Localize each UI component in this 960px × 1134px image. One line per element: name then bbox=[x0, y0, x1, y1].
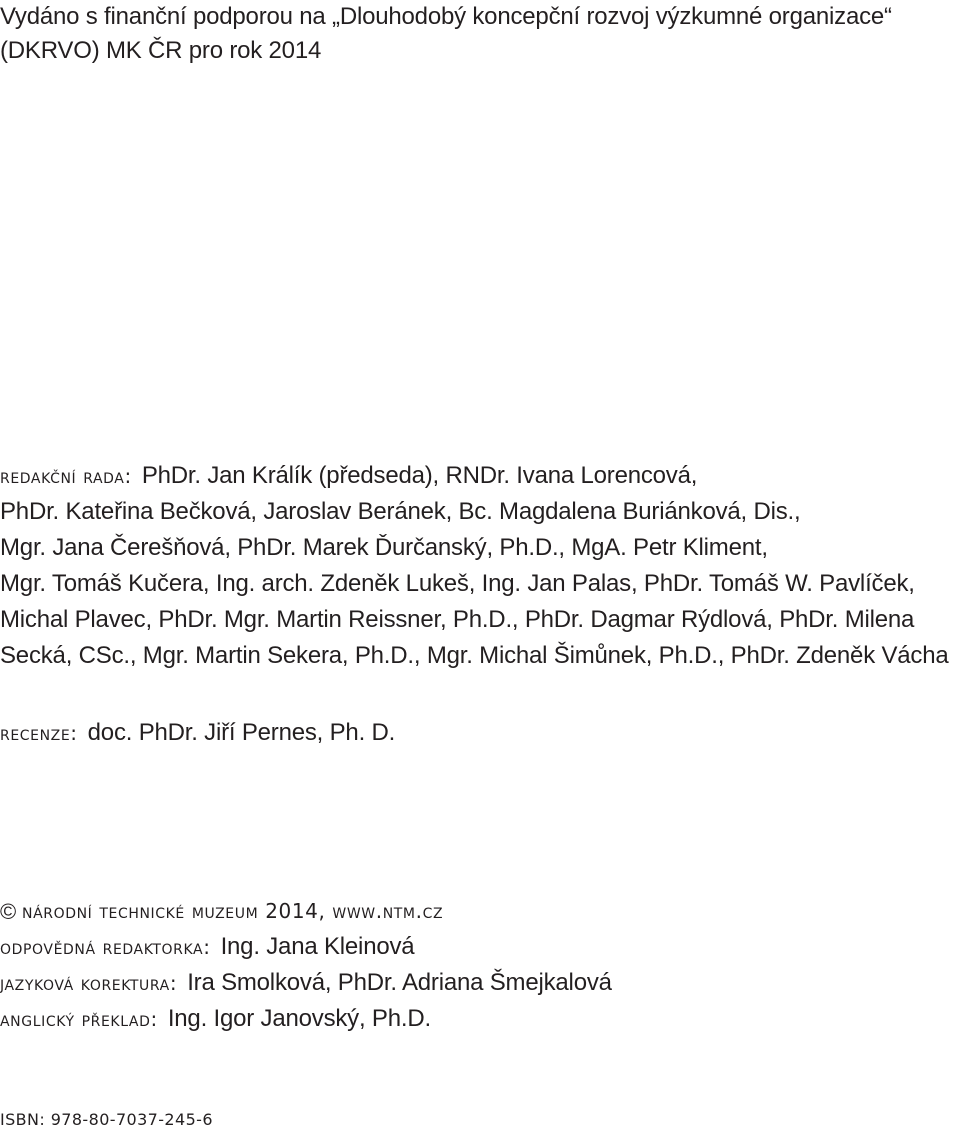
proofreading-row bbox=[0, 965, 960, 1001]
editor-label: odpovědná redaktorka: bbox=[0, 935, 211, 959]
proofreading-value: Ira Smolková, PhDr. Adriana Šmejkalová bbox=[187, 969, 612, 996]
editorial-board-members: PhDr. Jan Králík (předseda), RNDr. Ivana Lorencová, bbox=[141, 462, 698, 489]
editorial-board-line bbox=[0, 458, 960, 494]
funding-line-1: Vydáno s finanční podporou na „Dlouhodobý koncepční rozvoj výzkumné organizace“ bbox=[0, 3, 892, 30]
review-label: recenze: bbox=[0, 721, 78, 745]
editorial-board bbox=[0, 458, 960, 674]
translation-label: anglický překlad: bbox=[0, 1007, 158, 1031]
translation-row bbox=[0, 1001, 960, 1037]
editorial-board-label: redakční rada: bbox=[0, 464, 132, 488]
copyright-icon: © bbox=[0, 899, 17, 924]
editor-row bbox=[0, 929, 960, 965]
editor-value: Ing. Jana Kleinová bbox=[220, 933, 415, 960]
editorial-board-line: PhDr. Kateřina Bečková, Jaroslav Beránek, Bc. Magdalena Buriánková, Dis., bbox=[0, 498, 801, 525]
translation-value: Ing. Igor Janovský, Ph.D. bbox=[167, 1005, 431, 1032]
editorial-board-line: Secká, CSc., Mgr. Martin Sekera, Ph.D., Mgr. Michal Šimůnek, Ph.D., PhDr. Zdeněk Vácha bbox=[0, 642, 949, 669]
proofreading-label: jazyková korektura: bbox=[0, 971, 178, 995]
review bbox=[0, 715, 960, 751]
editorial-board-line: Mgr. Jana Čerešňová, PhDr. Marek Ďurčanský, Ph.D., MgA. Petr Kliment, bbox=[0, 534, 768, 561]
copyright-row bbox=[0, 893, 960, 929]
credits bbox=[0, 893, 960, 1037]
editorial-board-line: Michal Plavec, PhDr. Mgr. Martin Reissner, Ph.D., PhDr. Dagmar Rýdlová, PhDr. Milena bbox=[0, 606, 915, 633]
funding-statement bbox=[0, 0, 960, 68]
funding-line-2: (DKRVO) MK ČR pro rok 2014 bbox=[0, 37, 322, 64]
review-value: doc. PhDr. Jiří Pernes, Ph. D. bbox=[87, 719, 396, 746]
copyright-text: národní technické muzeum 2014, www.ntm.cz bbox=[22, 899, 444, 923]
editorial-board-line: Mgr. Tomáš Kučera, Ing. arch. Zdeněk Lukeš, Ing. Jan Palas, PhDr. Tomáš W. Pavlíček, bbox=[0, 570, 915, 597]
isbn: ISBN: 978-80-7037-245-6 bbox=[0, 1110, 213, 1129]
